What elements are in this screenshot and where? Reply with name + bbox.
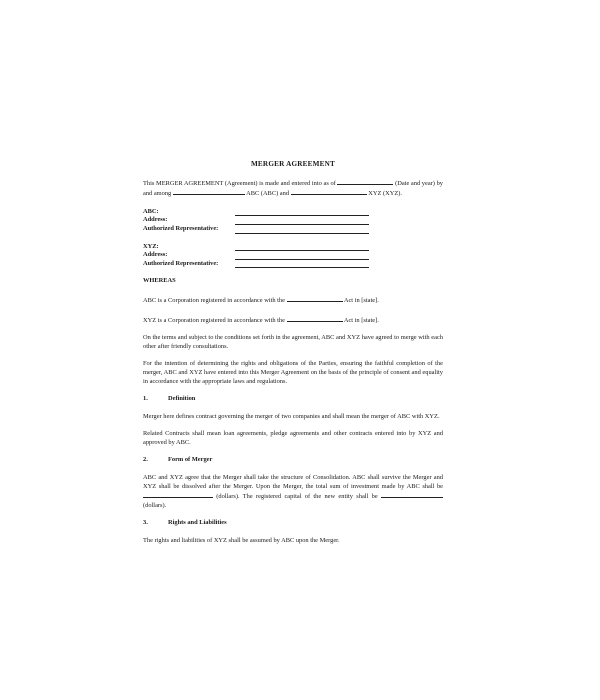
section-1-paragraph-2: Related Contracts shall mean loan agreements, pledge agreements and other contracts entered into by XYZ and approved by ABC. bbox=[143, 430, 443, 446]
xyz-blank bbox=[291, 188, 367, 195]
xyz-act-blank bbox=[287, 315, 343, 322]
section-3-heading bbox=[143, 519, 443, 528]
section-2-number: 2. bbox=[143, 456, 148, 464]
party-xyz-block bbox=[143, 243, 443, 269]
intro-text-2: (Date and year) by and among bbox=[143, 179, 443, 198]
whereas-abc-text-1: ABC is a Corporation registered in accordance with the bbox=[143, 296, 285, 304]
section-2-heading bbox=[143, 456, 443, 465]
xyz-address-label: Address: bbox=[143, 251, 168, 259]
whereas-abc-paragraph bbox=[143, 295, 443, 306]
whereas-xyz-text-1: XYZ is a Corporation registered in accordance with the bbox=[143, 316, 285, 324]
whereas-xyz-paragraph bbox=[143, 315, 443, 326]
section-2-paragraph bbox=[143, 474, 443, 510]
section-3-number: 3. bbox=[143, 519, 148, 527]
party-abc-block bbox=[143, 208, 443, 234]
section-2-text-1: ABC and XYZ agree that the Merger shall take the structure of Consolidation. ABC shall survive the Merger and XYZ shall be dissolved after the Merger. Upon the Merger, the total sum of investment made by ABC shall be bbox=[143, 474, 443, 490]
intro-text-3: ABC (ABC) and bbox=[246, 190, 290, 198]
xyz-rep-line bbox=[235, 261, 369, 268]
whereas-abc-text-2: Act in [state]. bbox=[343, 296, 379, 304]
abc-blank bbox=[173, 188, 245, 195]
xyz-name-label: XYZ: bbox=[143, 242, 159, 250]
section-2-text-3: (dollars). bbox=[143, 501, 167, 509]
section-2-title: Form of Merger bbox=[168, 456, 213, 464]
intro-text-1: This MERGER AGREEMENT (Agreement) is made and entered into as of bbox=[143, 179, 336, 187]
xyz-address-line bbox=[235, 253, 369, 260]
section-1-paragraph-1: Merger here defines contract governing the merger of two companies and shall mean the merger of ABC with XYZ. bbox=[143, 412, 440, 420]
section-1-heading bbox=[143, 395, 443, 404]
section-3-title: Rights and Liabilities bbox=[168, 519, 227, 527]
xyz-rep-label: Authorized Representative: bbox=[143, 259, 219, 267]
intro-text-4: XYZ (XYZ). bbox=[368, 190, 402, 198]
abc-act-blank bbox=[287, 295, 343, 302]
abc-address-line bbox=[235, 218, 369, 225]
whereas-heading: WHEREAS bbox=[143, 277, 176, 285]
registered-capital-blank bbox=[381, 491, 443, 498]
xyz-name-line bbox=[235, 244, 369, 251]
whereas-intention-paragraph: For the intention of determining the rights and obligations of the Parties, ensuring the faithful completion of the merger, ABC and XYZ have entered into this Merger Agreement on the basis of the principle of consent and equality in accordance with the appropriate laws and regulations. bbox=[143, 360, 443, 385]
section-3-paragraph: The rights and liabilities of XYZ shall be assumed by ABC upon the Merger. bbox=[143, 537, 340, 545]
section-2-text-2: (dollars). The registered capital of the new entity shall be bbox=[216, 493, 378, 501]
abc-name-line bbox=[235, 209, 369, 216]
abc-name-label: ABC: bbox=[143, 207, 159, 215]
abc-rep-line bbox=[235, 227, 369, 234]
intro-paragraph bbox=[143, 178, 443, 199]
investment-blank bbox=[143, 491, 213, 498]
document-title: MERGER AGREEMENT bbox=[250, 160, 336, 168]
date-blank bbox=[337, 178, 393, 185]
whereas-xyz-text-2: Act in [state]. bbox=[343, 316, 379, 324]
whereas-terms-paragraph: On the terms and subject to the conditions set forth in the agreement, ABC and XYZ have agreed to merge with each other after friendly consultations. bbox=[143, 334, 443, 350]
section-1-title: Definition bbox=[168, 395, 196, 403]
section-1-number: 1. bbox=[143, 395, 148, 403]
abc-address-label: Address: bbox=[143, 216, 168, 224]
document-page bbox=[143, 160, 443, 555]
abc-rep-label: Authorized Representative: bbox=[143, 224, 219, 232]
